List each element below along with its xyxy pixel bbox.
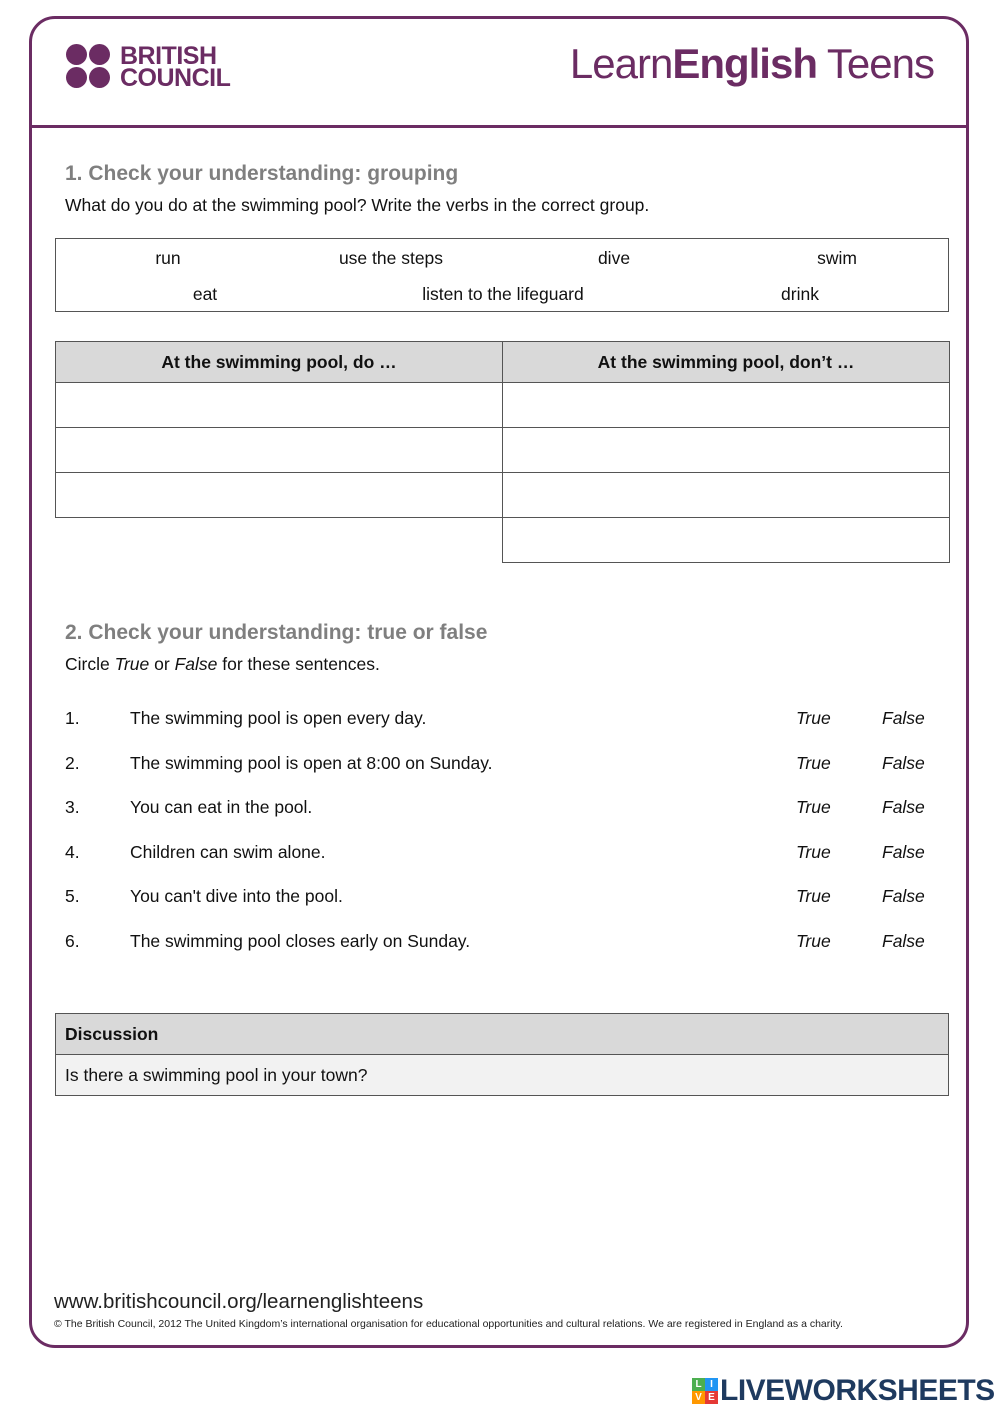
footer-url[interactable]: www.britishcouncil.org/learnenglishteens [54, 1290, 424, 1313]
section1-instruction: What do you do at the swimming pool? Write the verbs in the correct group. [65, 195, 650, 215]
footer-copyright: © The British Council, 2012 The United Kingdom’s international organisation for educational opportunities and cultural relations. We are registered in England as a charity. [54, 1318, 843, 1330]
verb-drink: drink [781, 284, 819, 304]
true-option[interactable]: True [796, 797, 831, 817]
discussion-question: Is there a swimming pool in your town? [56, 1055, 949, 1096]
do-answer-cell[interactable] [56, 383, 503, 428]
false-option[interactable]: False [882, 931, 925, 951]
tf-item-text: You can't dive into the pool. [130, 886, 343, 906]
do-answer-cell[interactable] [56, 428, 503, 473]
tf-item-number: 5. [65, 886, 80, 906]
tf-item-text: The swimming pool is open at 8:00 on Sunday. [130, 753, 493, 773]
verb-use-the-steps: use the steps [338, 248, 444, 268]
true-option[interactable]: True [796, 886, 831, 906]
tf-item-number: 3. [65, 797, 80, 817]
discussion-header: Discussion [56, 1014, 949, 1055]
dont-column-header: At the swimming pool, don’t … [503, 342, 950, 383]
verb-eat: eat [192, 284, 218, 304]
true-option[interactable]: True [796, 931, 831, 951]
tf-item-text: The swimming pool is open every day. [130, 708, 427, 728]
true-option[interactable]: True [796, 842, 831, 862]
tf-item-number: 4. [65, 842, 80, 862]
liveworksheets-wordmark: LIVEWORKSHEETS [720, 1374, 995, 1407]
false-option[interactable]: False [882, 842, 925, 862]
tf-item [65, 708, 945, 732]
header-divider [29, 125, 969, 128]
tf-item [65, 797, 945, 821]
grouping-table [55, 341, 950, 563]
do-column-header: At the swimming pool, do … [56, 342, 503, 383]
tf-item-text: Children can swim alone. [130, 842, 326, 862]
tf-item-text: You can eat in the pool. [130, 797, 313, 817]
tf-item [65, 931, 945, 955]
verb-dive: dive [597, 248, 631, 268]
tf-item-number: 6. [65, 931, 80, 951]
blank-space [56, 518, 503, 563]
verb-box [55, 238, 949, 312]
liveworksheets-logo [692, 1374, 995, 1408]
tf-item [65, 753, 945, 777]
dont-answer-cell[interactable] [503, 473, 950, 518]
section2-instruction: Circle True or False for these sentences. [65, 654, 380, 674]
tf-item-number: 2. [65, 753, 80, 773]
section1-title: 1. Check your understanding: grouping [65, 162, 459, 185]
liveworksheets-icon: L I V E [692, 1378, 718, 1404]
tf-item [65, 886, 945, 910]
false-option[interactable]: False [882, 886, 925, 906]
verb-swim: swim [817, 248, 857, 268]
false-option[interactable]: False [882, 797, 925, 817]
verb-run: run [155, 248, 181, 268]
british-council-dots-icon [66, 44, 112, 90]
discussion-table [55, 1013, 949, 1096]
dont-answer-cell[interactable] [503, 518, 950, 563]
do-answer-cell[interactable] [56, 473, 503, 518]
learnenglish-teens-logo: LearnEnglish Teens [569, 40, 934, 87]
true-option[interactable]: True [796, 753, 831, 773]
dont-answer-cell[interactable] [503, 428, 950, 473]
tf-item-number: 1. [65, 708, 80, 728]
dont-answer-cell[interactable] [503, 383, 950, 428]
british-council-logo [66, 44, 230, 90]
tf-item-text: The swimming pool closes early on Sunday. [130, 931, 471, 951]
tf-item [65, 842, 945, 866]
verb-listen-to-the-lifeguard: listen to the lifeguard [422, 284, 584, 304]
british-council-wordmark: BRITISH COUNCIL [120, 42, 231, 92]
false-option[interactable]: False [882, 708, 925, 728]
true-option[interactable]: True [796, 708, 831, 728]
section2-title: 2. Check your understanding: true or false [65, 621, 488, 644]
false-option[interactable]: False [882, 753, 925, 773]
